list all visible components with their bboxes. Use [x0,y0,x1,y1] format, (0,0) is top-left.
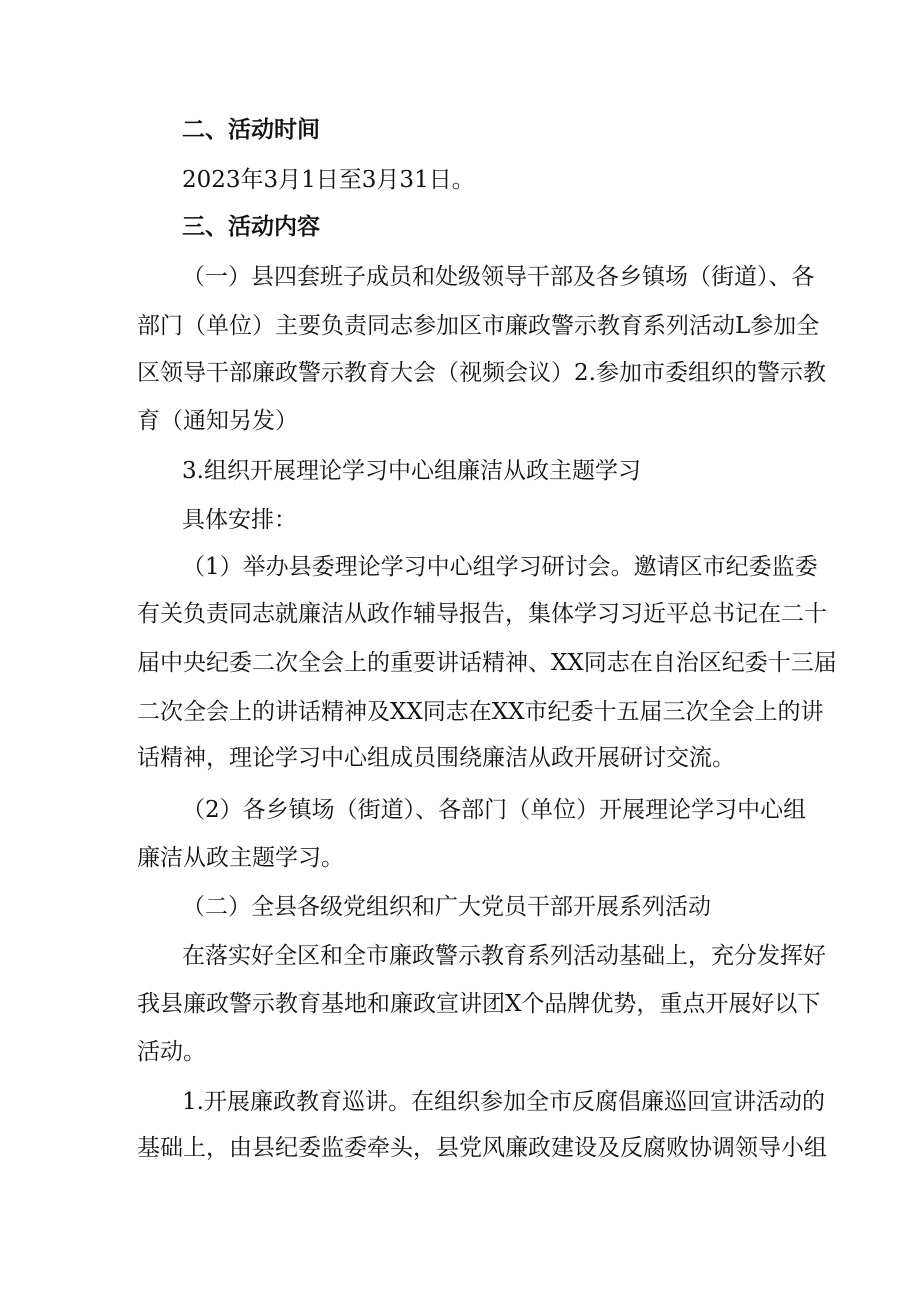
body-line: 区领导干部廉政警示教育大会（视频会议）2.参加市委组织的警示教 [137,360,826,386]
body-line: （二）全县各级党组织和广大党员干部开展系列活动 [182,894,711,920]
activity-time-text: 2023年3月1日至3月31日。 [182,167,475,193]
body-line: 部门（单位）主要负责同志参加区市廉政警示教育系列活动L参加全 [137,313,820,339]
body-line: 我县廉政警示教育基地和廉政宣讲团X个品牌优势，重点开展好以下 [137,991,821,1017]
body-line: 活动。 [137,1039,206,1065]
body-line: 1.开展廉政教育巡讲。在组织参加全市反腐倡廉巡回宣讲活动的 [182,1089,825,1115]
body-line: 届中央纪委二次全会上的重要讲话精神、XX同志在自治区纪委十三届 [137,650,837,676]
body-line: （1）举办县委理论学习中心组学习研讨会。邀请区市纪委监委 [182,554,818,580]
body-line: 具体安排： [182,507,297,533]
body-line: 廉洁从政主题学习。 [137,845,344,871]
body-line: 3.组织开展理论学习中心组廉洁从政主题学习 [182,458,641,484]
body-line: 育（通知另发） [137,408,298,434]
body-line: 二次全会上的讲话精神及XX同志在XX市纪委十五届三次全会上的讲 [137,699,824,725]
body-line: 话精神，理论学习中心组成员围绕廉洁从政开展研讨交流。 [137,745,735,771]
body-line: 基础上，由县纪委监委牵头，县党风廉政建设及反腐败协调领导小组 [137,1135,827,1161]
body-line: 有关负责同志就廉洁从政作辅导报告，集体学习习近平总书记在二十 [137,601,827,627]
body-line: （一）县四套班子成员和处级领导干部及各乡镇场（街道）、各 [182,264,815,290]
body-line: 在落实好全区和全市廉政警示教育系列活动基础上，充分发挥好 [182,943,826,969]
heading-activity-time: 二、活动时间 [182,117,320,143]
body-line: （2）各乡镇场（街道）、各部门（单位）开展理论学习中心组 [182,797,807,823]
heading-activity-content: 三、活动内容 [182,214,320,240]
